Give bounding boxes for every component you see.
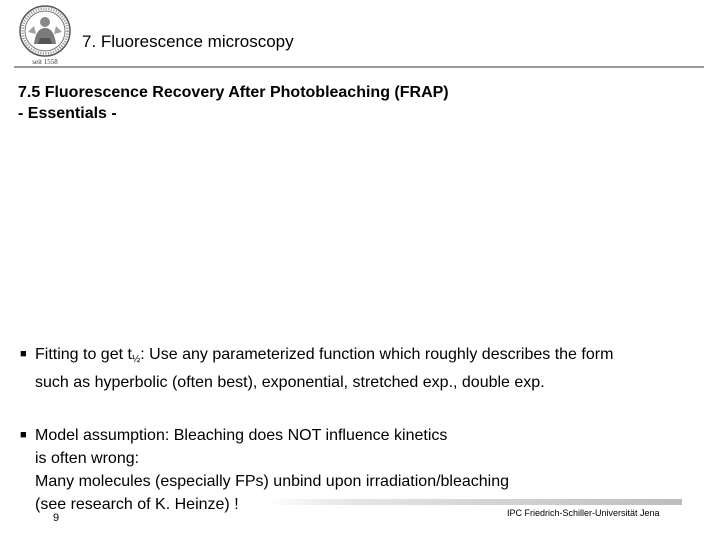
bullet-fitting-line-2: such as hyperbolic (often best), exponential, stretched exp., double exp. [35,374,545,391]
bullet-fitting [20,343,710,394]
bullet-model-line-4: (see research of K. Heinze) ! [35,496,239,513]
square-bullet-icon: ■ [20,429,27,441]
header-divider [14,66,704,68]
slide-title-line-1: 7.5 Fluorescence Recovery After Photobleaching (FRAP) [18,84,449,101]
section-header-title: 7. Fluorescence microscopy [82,32,294,51]
bullet-fitting-prefix: Fitting to get t [35,346,132,363]
slide-title-line-2: - Essentials - [18,105,117,122]
footer-gradient-bar [265,499,682,505]
bullet-fitting-subscript: ½ [131,354,141,365]
bullet-model-line-3: Many molecules (especially FPs) unbind upon irradiation/bleaching [35,473,510,490]
bullet-fitting-suffix: : Use any parameterized function which roughly describes the form [140,346,614,363]
footer-institution: IPC Friedrich-Schiller-Universität Jena [507,508,660,518]
bullet-model-line-1-wrap [20,424,710,447]
university-seal-logo [14,4,76,68]
bullet-fitting-line-1 [20,343,710,371]
bullet-model-line-2: is often wrong: [35,450,140,467]
slide-title [18,82,449,124]
page-number: 9 [53,512,60,524]
square-bullet-icon: ■ [20,348,27,360]
bullet-model-line-1: Model assumption: Bleaching does NOT influence kinetics [35,427,448,444]
logo-caption: seit 1558 [32,58,58,66]
